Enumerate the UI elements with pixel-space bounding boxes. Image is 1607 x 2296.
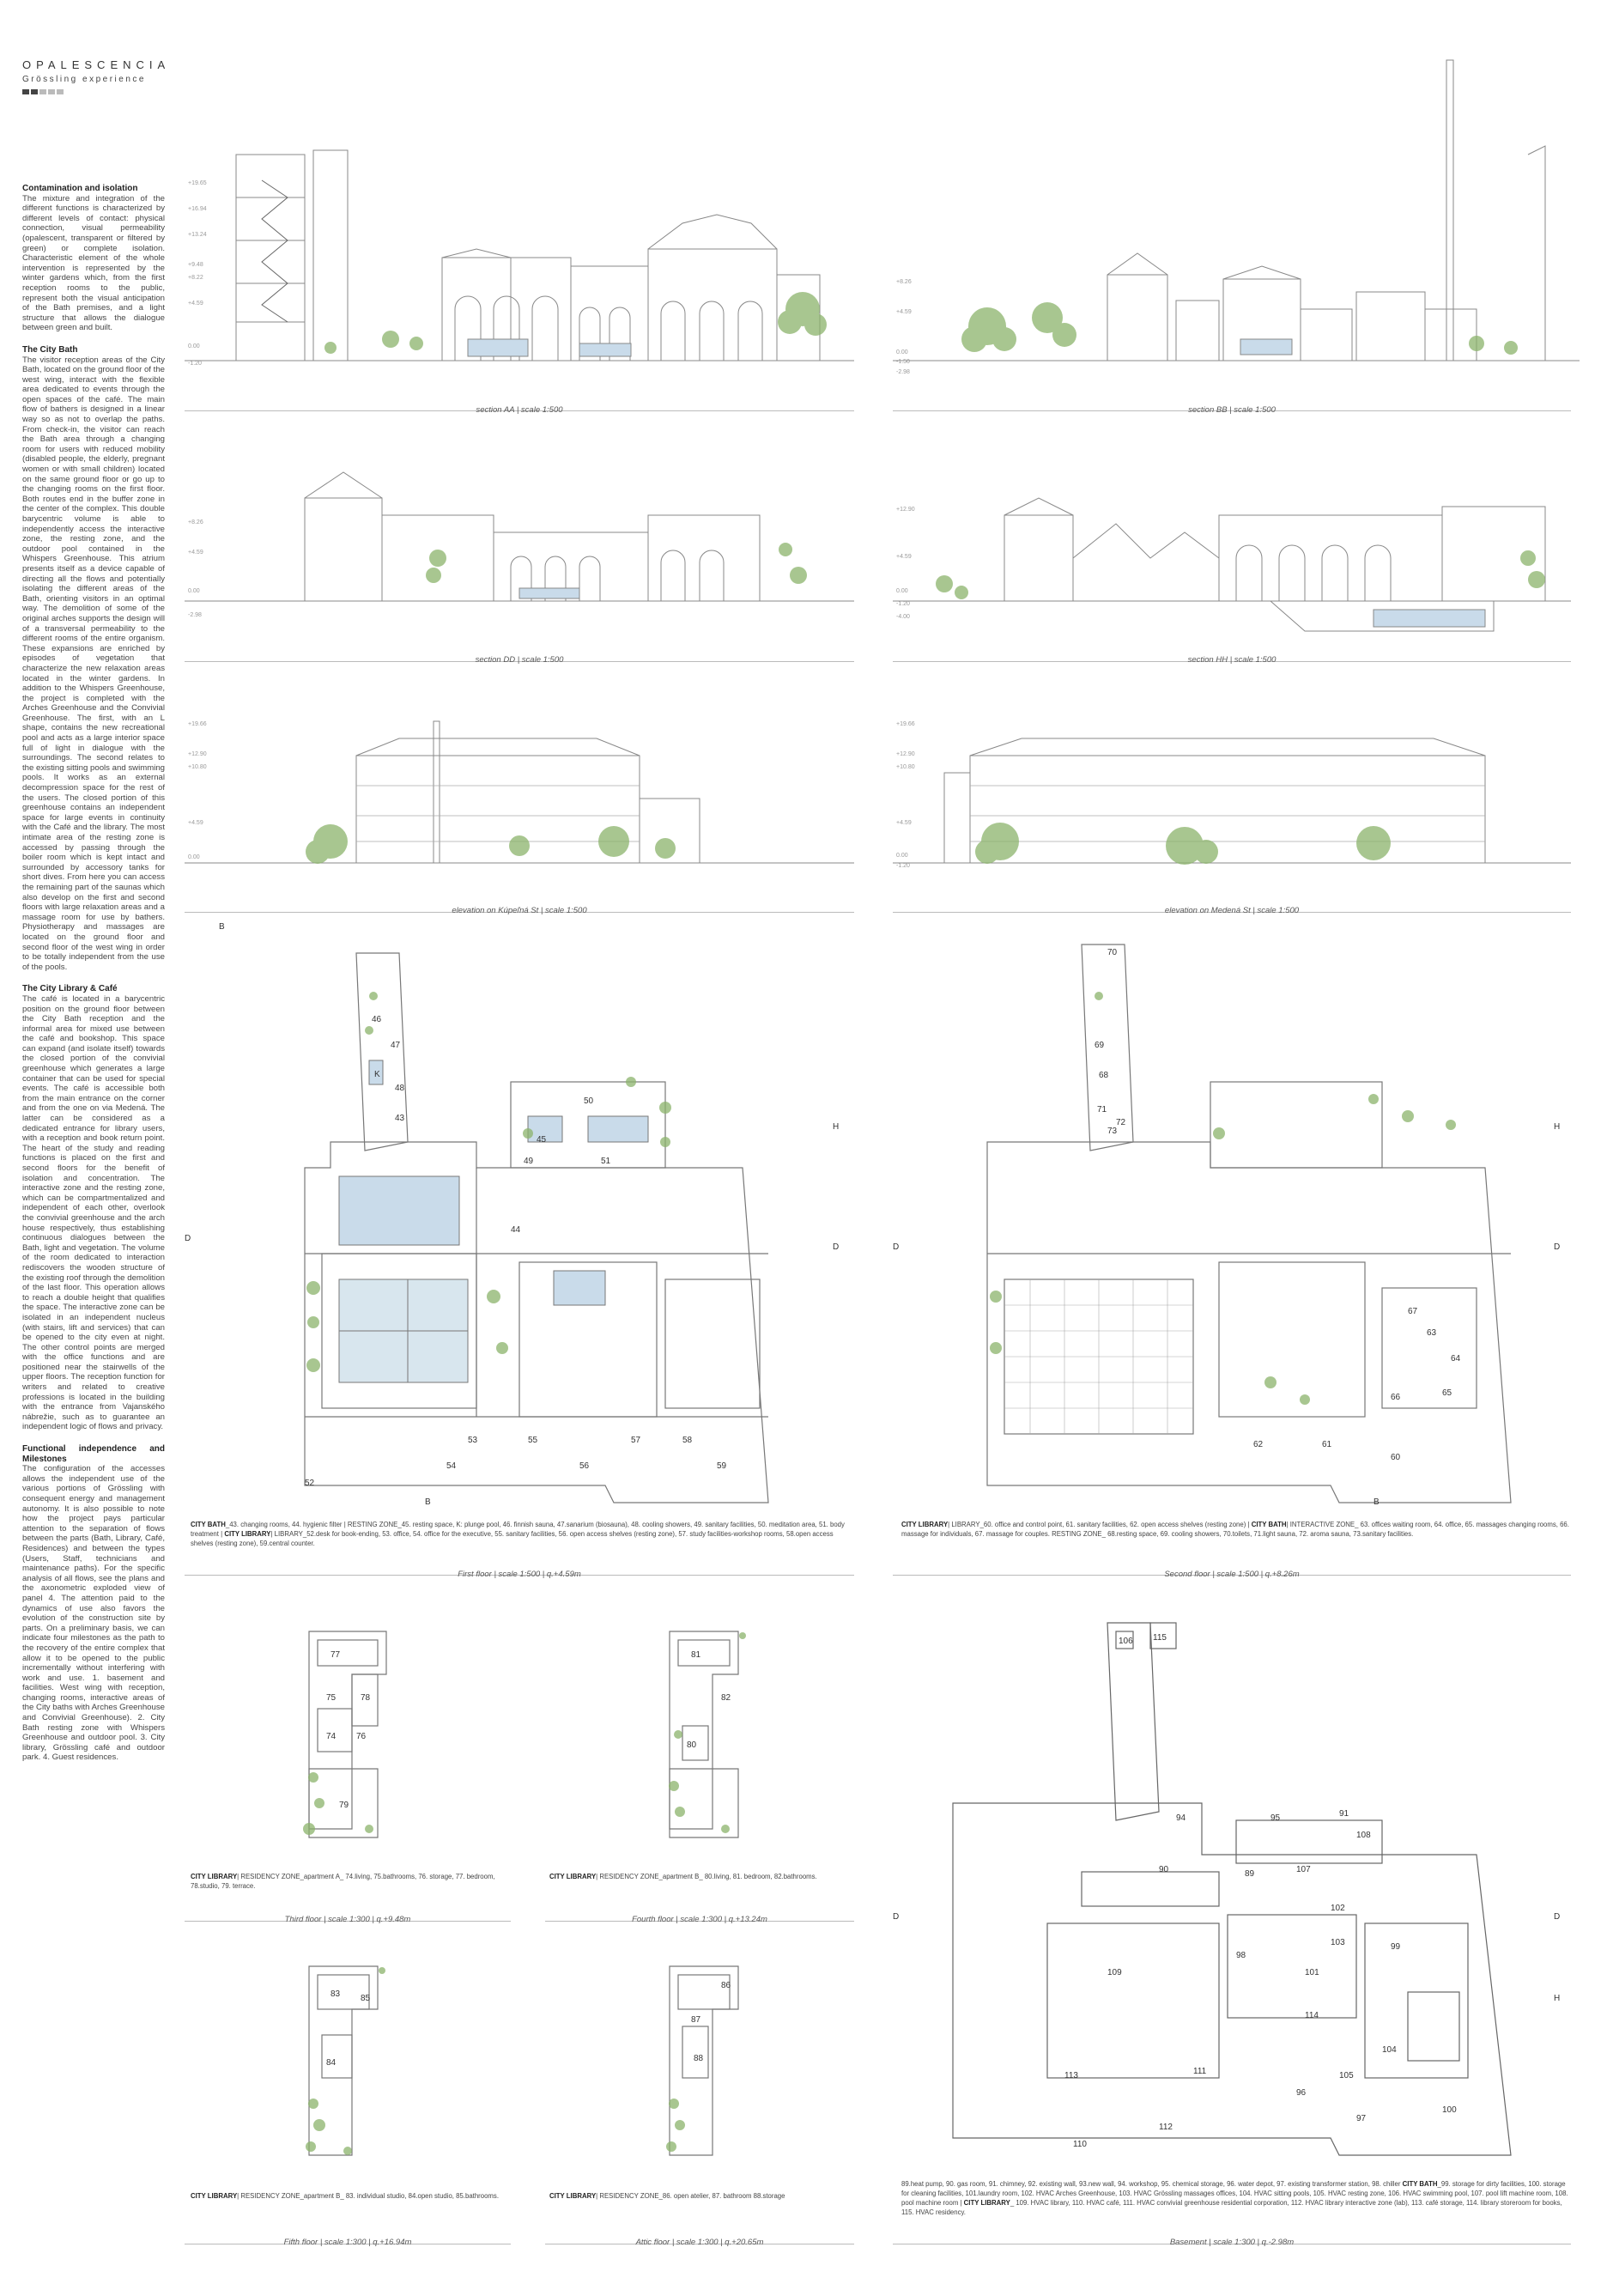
caption-elev-medena: elevation on Medená St | scale 1:500	[1164, 906, 1300, 915]
room-number: 58	[682, 1436, 693, 1445]
room-number: 107	[1296, 1865, 1311, 1874]
room-number: 55	[528, 1436, 538, 1445]
fourth-floor-plan	[618, 1614, 850, 1855]
level-mark: -4.00	[896, 614, 910, 620]
text-milestones: The configuration of the accesses allows the independent use of the various portions of Grössling with consequent energy and management autonomy. It is also possible to note how the project pays particular attention to the separation of flows between the parts (Bath, Library, Café, Residences) and between the types (Users, Staff, technicians and maintenance paths). For the specific analysis of all flows, see the plans and the axonometric exploded view of panel 4. The attention paid to the dynamics of use also favors the evolution of the construction site by parts. On a preliminary basis, we can indicate four milestones as the path to the recovery of the entire complex that allow it to be opened to the public incrementally without interfering with work and use. 1. basement and facilities. West wing with reception, changing rooms, interactive areas of the City baths with Arches Greenhouse and Convivial Greenhouse). 2. City Bath resting zone with Whispers Greenhouse and outdoor pool. 3. City library, Grössling café and outdoor park. 4. Guest residences.	[22, 1464, 165, 1763]
room-number: 96	[1296, 2088, 1307, 2098]
text-library-cafe: The café is located in a barycentric position on the ground floor between the City Bath reception and the informal area for mixed use between the café and bookshop. This space can expand (and isolate itself) towards the closed portion of the convivial greenhouse which generates a large container that can be used for special events. The café is accessible both from the main entrance on the corner and from the one on via Medená. The latter can be considered as a dedicated entrance for library users, with a reception and book return point. The heart of the study and reading functions is placed on the first and second floors for the benefit of isolation and concentration. The interactive zone and the resting zone, which can be compartmentalized and independent of each other, overlook the convivial greenhouse and the arch house respectively, thus establishing continuous dialogues between the Bath, light and vegetation. The volume of the room dedicated to interaction rediscovers the wooden structure of the existing roof through the demolition of the last floor. This operation allows to reach a double height that qualifies the space. The interactive zone can be isolated in an independent nucleus (with stairs, lift and services) that can be opened to the city even at night. The other control points are merged with the office functions and are positioned near the stairwells of the upper floors. The reception function for writers and related to creative professions is located in the building with the entrance from Vajanského nábrežie, such as to guarantee an independent logic of flows and privacy.	[22, 993, 165, 1432]
legend-label: CITY BATH	[1402, 2180, 1438, 2188]
room-number: 47	[391, 1041, 401, 1050]
level-mark: -1.20	[896, 601, 910, 607]
section-marker: B	[219, 922, 225, 932]
room-number: 94	[1176, 1813, 1186, 1823]
level-mark: 0.00	[896, 349, 908, 355]
room-number: 89	[1245, 1869, 1255, 1879]
level-mark: 0.00	[896, 588, 908, 594]
room-number: 95	[1270, 1813, 1281, 1823]
room-number: 45	[537, 1135, 547, 1145]
section-marker: D	[893, 1912, 900, 1922]
legend-text: | LIBRARY_60. office and control point, 61. sanitary facilities, 62. open access shelves (resting zone) |	[948, 1521, 1250, 1528]
room-number: 84	[326, 2058, 337, 2068]
caption-first-floor: First floor | scale 1:500 | q.+4.59m	[458, 1570, 581, 1579]
level-mark: +8.26	[896, 279, 912, 285]
room-number: 76	[356, 1732, 367, 1741]
room-number: 49	[524, 1157, 534, 1166]
room-number: 80	[687, 1740, 697, 1750]
section-marker: D	[833, 1242, 840, 1252]
room-number: 56	[579, 1461, 590, 1471]
legend-attic-floor	[549, 2191, 858, 2201]
room-number: 48	[395, 1084, 405, 1093]
room-number: 69	[1095, 1041, 1105, 1050]
level-mark: +12.90	[188, 751, 207, 757]
legend-label: CITY LIBRARY	[549, 1873, 597, 1880]
level-mark: -1.50	[896, 359, 910, 365]
level-mark: +13.24	[188, 232, 207, 238]
room-number: K	[374, 1070, 380, 1079]
room-number: 91	[1339, 1809, 1349, 1819]
room-number: 52	[305, 1479, 315, 1488]
room-number: 81	[691, 1650, 701, 1660]
section-marker: B	[1374, 1497, 1380, 1507]
third-floor-plan	[258, 1614, 498, 1855]
level-mark: -2.98	[896, 369, 910, 375]
legend-text: _ 109. HVAC library, 110. HVAC café, 111. HVAC convivial greenhouse residential corporation, 112. HVAC library interactive zone (lab), 113. café storage, 114. library storeroom for books, 115. HVAC residency.	[901, 2199, 1562, 2216]
level-mark: +19.66	[896, 721, 915, 727]
room-number: 44	[511, 1225, 521, 1235]
attic-floor-plan	[618, 1941, 850, 2181]
section-marker: H	[1554, 1994, 1561, 2003]
room-number: 70	[1107, 948, 1118, 957]
legend-label: CITY LIBRARY	[549, 2192, 597, 2200]
room-number: 71	[1097, 1105, 1107, 1115]
legend-label: CITY LIBRARY	[224, 1530, 271, 1538]
heading-library-cafe: The City Library & Café	[22, 984, 118, 994]
room-number: 53	[468, 1436, 478, 1445]
section-dd-drawing	[185, 464, 854, 627]
level-mark: +4.59	[896, 309, 912, 315]
room-number: 85	[361, 1994, 371, 2003]
level-mark: +4.59	[188, 301, 203, 307]
legend-text: | RESIDENCY ZONE_apartment B_ 83. individual studio, 84.open studio, 85.bathrooms.	[237, 2192, 499, 2200]
room-number: 90	[1159, 1865, 1169, 1874]
level-mark: 0.00	[188, 343, 200, 349]
legend-third-floor	[191, 1872, 508, 1891]
room-number: 79	[339, 1801, 349, 1810]
room-number: 64	[1451, 1354, 1461, 1364]
room-number: 51	[601, 1157, 611, 1166]
second-floor-plan	[893, 919, 1571, 1511]
section-marker: B	[425, 1497, 431, 1507]
room-number: 113	[1064, 2071, 1078, 2080]
heading-milestones: Functional independence and Milestones	[22, 1444, 165, 1464]
caption-elev-kupelna: elevation on Kúpeľná St | scale 1:500	[452, 906, 587, 915]
section-marker: D	[1554, 1912, 1561, 1922]
level-mark: +4.59	[188, 820, 203, 826]
legend-text: | LIBRARY_52.desk for book-ending, 53. office, 54. office for the executive, 55. sanitary facilities, 56. open access shelves (resting zone), 57. study facilities-workshop rooms, 58.open access shelves (resting zone), 59.central counter.	[191, 1530, 834, 1547]
level-mark: 0.00	[188, 854, 200, 860]
elevation-medena-drawing	[893, 704, 1571, 876]
room-number: 43	[395, 1114, 405, 1123]
section-marker: H	[1554, 1122, 1561, 1132]
room-number: 61	[1322, 1440, 1332, 1449]
room-number: 87	[691, 2015, 701, 2025]
legend-label: CITY LIBRARY	[901, 1521, 949, 1528]
room-number: 54	[446, 1461, 457, 1471]
room-number: 109	[1107, 1968, 1122, 1977]
level-mark: +12.90	[896, 751, 915, 757]
room-number: 62	[1253, 1440, 1264, 1449]
room-number: 78	[361, 1693, 371, 1703]
level-mark: -1.20	[896, 863, 910, 869]
room-number: 72	[1116, 1118, 1126, 1127]
fifth-floor-plan	[258, 1941, 498, 2181]
room-number: 57	[631, 1436, 641, 1445]
room-number: 108	[1356, 1831, 1371, 1840]
legend-fifth-floor	[191, 2191, 508, 2201]
section-marker: D	[1554, 1242, 1561, 1252]
level-mark: -1.20	[188, 361, 202, 367]
section-hh-drawing	[893, 481, 1571, 635]
room-number: 74	[326, 1732, 337, 1741]
basement-plan	[893, 1614, 1571, 2164]
project-title: OPALESCENCIA	[22, 58, 171, 71]
room-number: 63	[1427, 1328, 1437, 1338]
room-number: 105	[1339, 2071, 1354, 2080]
room-number: 67	[1408, 1307, 1418, 1316]
room-number: 97	[1356, 2114, 1367, 2123]
legend-text: | RESIDENCY ZONE_apartment A_ 74.living, 75.bathrooms, 76. storage, 77. bedroom, 78.studio, 79. terrace.	[191, 1873, 495, 1890]
legend-text: | RESIDENCY ZONE_86. open atelier, 87. bathroom 88.storage	[596, 2192, 785, 2200]
level-mark: +12.90	[896, 507, 915, 513]
sidebar-text	[22, 184, 165, 1775]
level-mark: +4.59	[188, 550, 203, 556]
room-number: 60	[1391, 1453, 1401, 1462]
level-mark: -2.98	[188, 612, 202, 618]
legend-text: | INTERACTIVE ZONE_ 63. offices waiting room, 64. office, 65. massages changing rooms, 66. massage for individuals, 67. massage for couples. RESTING ZONE_ 68.resting space, 69. cooling showers, 70.toilets, 71.light sauna, 72. aroma sauna, 73.sanitary facilities.	[901, 1521, 1569, 1538]
caption-second-floor: Second floor | scale 1:500 | q.+8.26m	[1164, 1570, 1300, 1579]
room-number: 75	[326, 1693, 337, 1703]
caption-third-floor: Third floor | scale 1:300 | q.+9.48m	[284, 1915, 411, 1924]
legend-text: 89.heat pump, 90. gas room, 91. chimney, 92. existing wall, 93.new wall, 94. workshop, 95. chemical storage, 96. water depot, 97. existing transformer station, 98. chiller	[901, 2180, 1401, 2188]
caption-section-bb: section BB | scale 1:500	[1188, 405, 1276, 415]
room-number: 82	[721, 1693, 731, 1703]
level-mark: 0.00	[896, 853, 908, 859]
section-aa-drawing	[185, 129, 854, 378]
room-number: 114	[1305, 2011, 1319, 2020]
text-city-bath: The visitor reception areas of the City Bath, located on the ground floor of the west wing, interact with the flexible area dedicated to events through the open spaces of the café. The main flow of bathers is designed in a linear way so as not to overlap the paths. From check-in, the visitor can reach the Bath area through a changing room for users with reduced mobility (disabled people, the elderly, pregnant women or with small children) located on the same ground floor or go up to the changing rooms on the first floor. Both routes end in the buffer zone in the center of the complex. This double barycentric volume is able to independently access the interactive zone, the resting zone, and the outdoor pool contained in the Whispers Greenhouse. This atrium presents itself as a device capable of directing all the flows and potentially isolating the different areas of the Bath, orienting visitors in an optimal way. The demolition of some of the original arches supports the design will of a transversal permeability to the different rooms of the entire organism. These expansions are enriched by episodes of vegetation that characterize the new relaxation areas located in the winter gardens. In addition to the Whispers Greenhouse, the project is completed with the Arches Greenhouse and the Convivial Greenhouse. The first, with an L shape, contains the new recreational pool and acts as a large interior space full of light in dialogue with the surroundings. The second relates to the existing sitting pools and swimming pools. It works as an external decompression space for the rest of the users. The closed portion of this greenhouse contains an independent space for large events in continuity with the Café and the library. The most intimate area of the resting zone is accessed by passing through the boiler room which is kept intact and surrounded by accessory tanks for short dives. From here you can access the remaining part of the saunas which also develop on the first and second floors with large relaxation areas and a massage room for use by bathers. Physiotherapy and massages are located on the ground floor and second floor of the west wing in order to be totally independent from the use of the pools.	[22, 355, 165, 972]
room-number: 83	[330, 1989, 341, 1999]
level-mark: +4.59	[896, 820, 912, 826]
legend-label: CITY LIBRARY	[963, 2199, 1010, 2207]
level-mark: +19.66	[188, 721, 207, 727]
room-number: 86	[721, 1981, 731, 1990]
room-number: 68	[1099, 1071, 1109, 1080]
legend-label: CITY BATH	[1251, 1521, 1287, 1528]
legend-second-floor	[901, 1520, 1571, 1539]
room-number: 59	[717, 1461, 727, 1471]
room-number: 115	[1153, 1633, 1167, 1643]
caption-basement: Basement | scale 1:300 | q.-2.98m	[1169, 2238, 1295, 2247]
room-number: 111	[1193, 2067, 1207, 2076]
legend-label: CITY LIBRARY	[191, 2192, 238, 2200]
section-bb-drawing	[893, 52, 1580, 378]
heading-city-bath: The City Bath	[22, 344, 78, 355]
level-mark: +8.22	[188, 275, 203, 281]
level-mark: +8.26	[188, 519, 203, 525]
panel-indicator	[22, 89, 64, 94]
room-number: 101	[1305, 1968, 1319, 1977]
level-mark: +16.94	[188, 206, 207, 212]
room-number: 100	[1442, 2105, 1457, 2115]
text-contamination: The mixture and integration of the different functions is characterized by different levels of contact: physical connection, visual permeability (opalescent, transparent or filtered by green) or complete isolation. Characteristic element of the whole intervention is represented by the winter gardens which, from the first reception rooms to the public, represent both the visual anticipation of the Bath premises, and a light structure that allows the dialogue between green and built.	[22, 193, 165, 333]
room-number: 99	[1391, 1942, 1401, 1952]
legend-text: _99. storage for dirty facilities, 100. storage for cleaning facilities, 101.laundry room, 102. HVAC Arches Greenhouse, 103. HVAC Grössling massages offices, 104. HVAC sitting pools, 105. HVAC resting zone, 106. HVAC swimming pool, 107. pool lift machine room, 108. pool machine room |	[901, 2180, 1568, 2207]
level-mark: +9.48	[188, 262, 203, 268]
section-marker: H	[833, 1122, 840, 1132]
project-subtitle: Grössling experience	[22, 75, 146, 84]
first-floor-plan	[185, 919, 854, 1511]
caption-fifth-floor: Fifth floor | scale 1:300 | q.+16.94m	[283, 2238, 412, 2247]
caption-fourth-floor: Fourth floor | scale 1:300 | q.+13.24m	[632, 1915, 767, 1924]
level-mark: +10.80	[188, 764, 207, 770]
legend-label: CITY LIBRARY	[191, 1873, 238, 1880]
level-mark: +19.65	[188, 180, 207, 186]
room-number: 73	[1107, 1127, 1118, 1136]
caption-attic-floor: Attic floor | scale 1:300 | q.+20.65m	[635, 2238, 764, 2247]
room-number: 98	[1236, 1951, 1246, 1960]
caption-section-dd: section DD | scale 1:500	[475, 655, 564, 665]
caption-section-aa: section AA | scale 1:500	[476, 405, 563, 415]
room-number: 88	[694, 2054, 704, 2063]
room-number: 106	[1119, 1637, 1133, 1646]
room-number: 65	[1442, 1388, 1452, 1398]
room-number: 104	[1382, 2045, 1397, 2055]
room-number: 66	[1391, 1393, 1401, 1402]
legend-fourth-floor	[549, 1872, 858, 1881]
room-number: 77	[330, 1650, 341, 1660]
room-number: 103	[1331, 1938, 1345, 1947]
level-mark: 0.00	[188, 588, 200, 594]
legend-text: | RESIDENCY ZONE_apartment B_ 80.living, 81. bedroom, 82.bathrooms.	[596, 1873, 817, 1880]
caption-section-hh: section HH | scale 1:500	[1187, 655, 1277, 665]
room-number: 50	[584, 1096, 594, 1106]
section-marker: D	[185, 1234, 191, 1243]
elevation-kupelna-drawing	[185, 704, 854, 876]
section-marker: D	[893, 1242, 900, 1252]
level-mark: +4.59	[896, 554, 912, 560]
level-mark: +10.80	[896, 764, 915, 770]
legend-first-floor	[191, 1520, 852, 1548]
room-number: 46	[372, 1015, 382, 1024]
room-number: 102	[1331, 1904, 1345, 1913]
legend-text: _43. changing rooms, 44. hygienic filter | RESTING ZONE_45. resting space, K: plunge pool, 46. finnish sauna, 47.sanarium (biosauna), 48. cooling showers, 49. sanitary facilities, 50. meditation area, 51. body treatment |	[191, 1521, 845, 1538]
room-number: 110	[1073, 2140, 1087, 2149]
heading-contamination: Contamination and isolation	[22, 184, 138, 193]
room-number: 112	[1159, 2123, 1173, 2132]
legend-label: CITY BATH	[191, 1521, 226, 1528]
legend-basement	[901, 2179, 1571, 2217]
